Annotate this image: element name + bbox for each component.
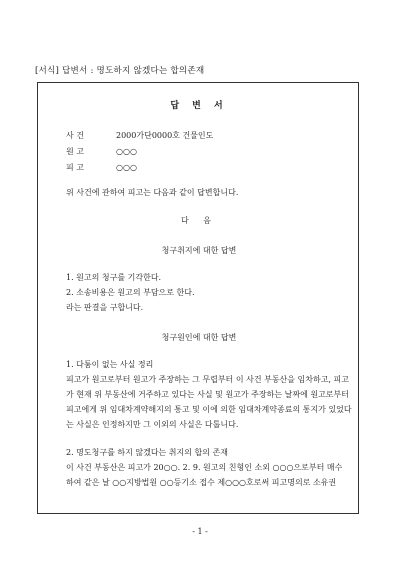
section2-title: 청구원인에 대한 답변 bbox=[161, 333, 237, 342]
defendant-value: ○○○ bbox=[116, 163, 137, 172]
paragraph-line: 피고가 원고로부터 원고가 주장하는 그 무렵부터 이 사건 부동산을 임차하고, 피고 bbox=[66, 375, 349, 384]
paragraph-line: 는 사실은 인정하지만 그 이외의 사실은 다툽니다. bbox=[66, 420, 239, 429]
da-eum-heading: 다 음 bbox=[181, 216, 217, 225]
section1-title: 청구취지에 대한 답변 bbox=[161, 246, 237, 255]
paragraph-line: 이 사건 부동산은 피고가 20○○. 2. 9. 원고의 친형인 소외 ○○○으로부터 매수 bbox=[66, 463, 343, 472]
plaintiff-value: ○○○ bbox=[116, 147, 137, 156]
document-frame bbox=[37, 82, 359, 514]
document-title: 답 변 서 bbox=[170, 101, 228, 111]
paragraph-line: 하여 같은 날 ○○지방법원 ○○등기소 접수 제○○○호로써 피고명의로 소유권 bbox=[66, 478, 337, 487]
case-value: 2000가단0000호 건물인도 bbox=[116, 131, 214, 140]
defendant-label: 피 고 bbox=[66, 163, 84, 172]
plaintiff-label: 원 고 bbox=[66, 147, 84, 156]
case-label: 사 건 bbox=[66, 131, 84, 140]
sub1-title: 1. 다툼이 없는 사실 정리 bbox=[66, 360, 154, 369]
intro-text: 위 사건에 관하여 피고는 다음과 같이 답변합니다. bbox=[66, 188, 239, 197]
paragraph-line: 피고에게 위 임대차계약해지의 통고 및 이에 의한 임대차계약종료의 통지가 있었다 bbox=[66, 405, 352, 414]
document-header: [서식] 답변서 : 명도하지 않겠다는 합의존재 bbox=[35, 66, 205, 76]
claim-item: 1. 원고의 청구를 기각한다. bbox=[66, 273, 162, 282]
claim-item: 라는 판결을 구합니다. bbox=[66, 303, 144, 312]
sub2-title: 2. 명도청구를 하지 않겠다는 취지의 합의 존재 bbox=[66, 448, 228, 457]
paragraph-line: 가 현재 위 부동산에 거주하고 있다는 사실 및 원고가 주장하는 날짜에 원고로부터 bbox=[66, 390, 349, 399]
page-number: - 1 - bbox=[192, 527, 208, 536]
claim-item: 2. 소송비용은 원고의 부담으로 한다. bbox=[66, 288, 195, 297]
